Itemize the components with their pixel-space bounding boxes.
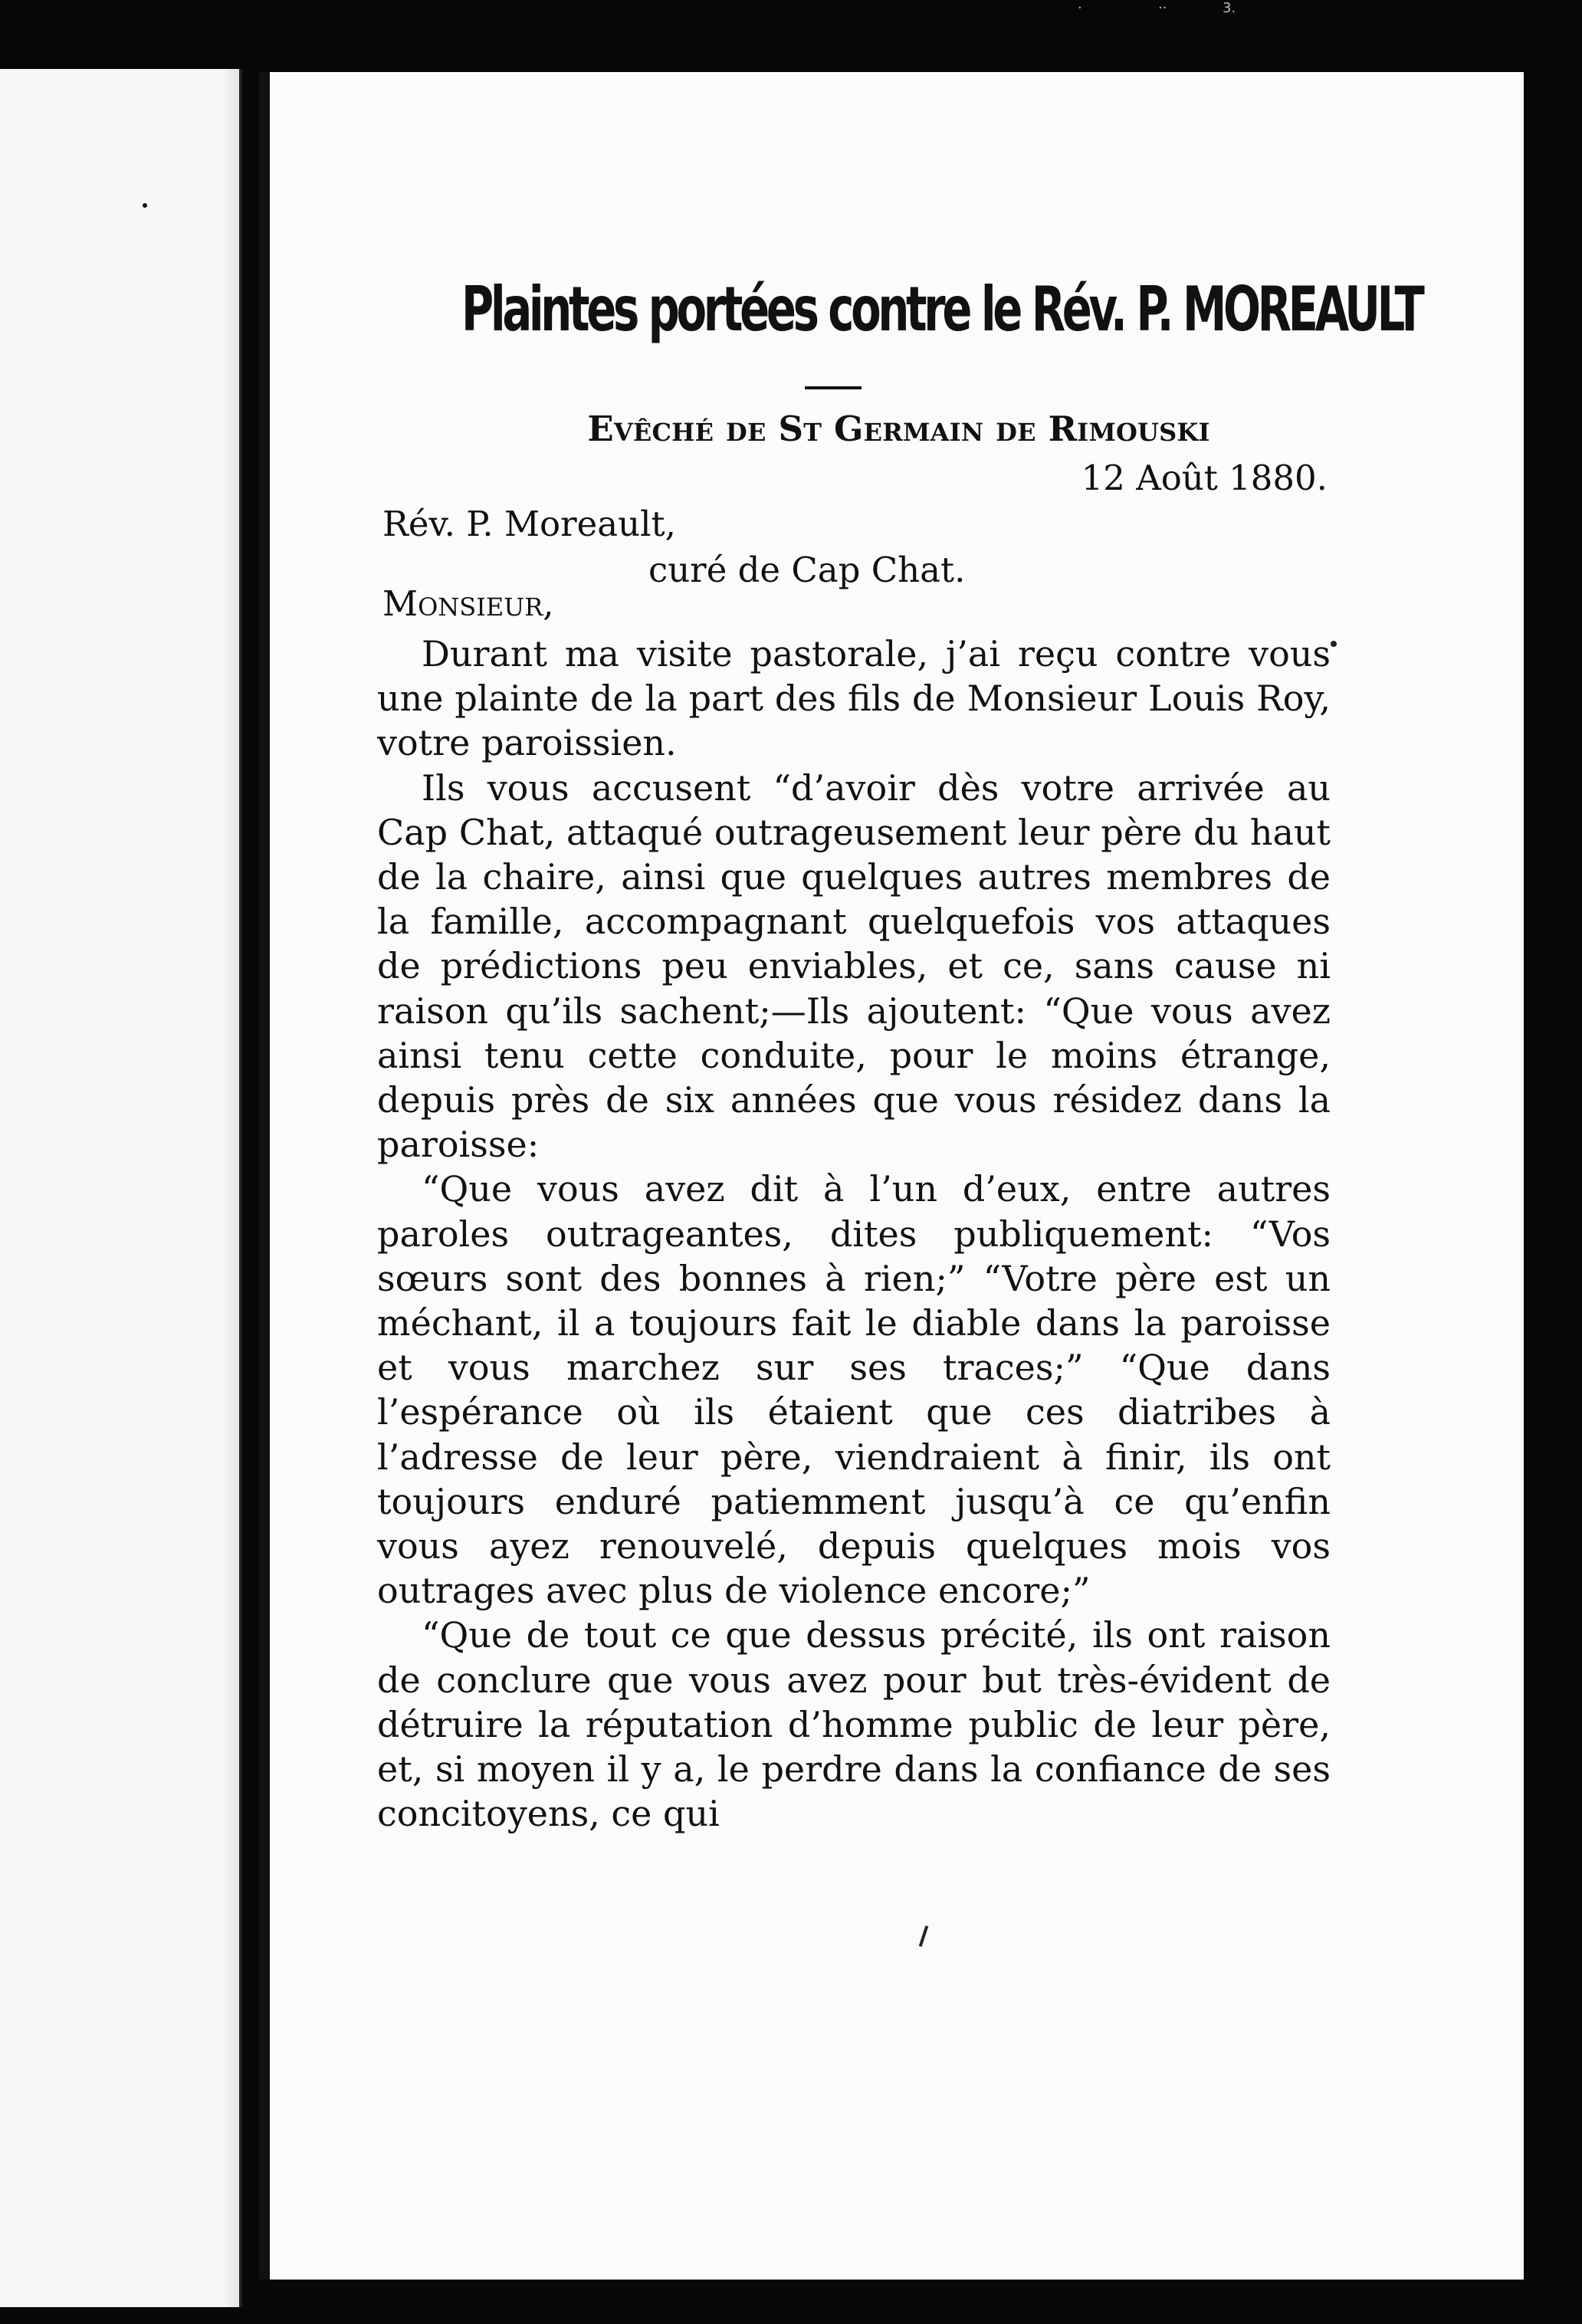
title-rule (805, 386, 862, 389)
page-title: Plaintes portées contre le Rév. P. MOREAULT (461, 274, 1422, 345)
left-page-edge (0, 69, 242, 2307)
top-scan-margin (537, 0, 1236, 37)
left-page-shadow (222, 69, 239, 2307)
paragraph: Durant ma visite pastorale, j’ai reçu contre vous une plainte de la part des fils de Monsieur Louis Roy, votre paroissien. (377, 633, 1331, 764)
letter-body (377, 632, 1331, 1836)
scan-mark-top-middle: ·· (1158, 0, 1167, 16)
page-content (270, 72, 1524, 2280)
paragraph: “Que vous avez dit à l’un d’eux, entre autres paroles outrageantes, dites publiquement: “Vos sœurs sont des bonnes à rien;” “Votre père est un méchant, il a toujours fait le diable dans la paroisse et vous marchez sur ses traces;” “Que dans l’espérance où ils étaient que ces diatribes à l’adresse de leur père, viendraient à finir, ils ont toujours enduré patiemment jusqu’à ce qu’enfin vous ayez renouvelé, depuis quelques mois vos outrages avec plus de violence encore;” (377, 1168, 1331, 1612)
dioceses-heading: Evêché de St Germain de Rimouski (587, 409, 1210, 449)
paragraph: “Que de tout ce que dessus précité, ils ont raison de conclure que vous avez pour but très-évident de détruire la réputation d’homme public de leur père, et, si moyen il y a, le perdre dans la confiance de ses concitoyens, ce qui (377, 1614, 1331, 1835)
left-page-ink-dot (143, 203, 147, 208)
letter-greeting: Monsieur, (382, 583, 554, 624)
scan-mark-top-left: · (1078, 0, 1082, 16)
recipient-role: curé de Cap Chat. (648, 550, 966, 590)
scan-mark-top-right: 3. (1223, 0, 1236, 16)
paragraph: Ils vous accusent “d’avoir dès votre arrivée au Cap Chat, attaqué outrageusement leur père du haut de la chaire, ainsi que quelques autres membres de la famille, accompagnant quelquefois vos attaques de prédictions peu enviables, et ce, sans cause ni raison qu’ils sachent;—Ils ajoutent: “Que vous avez ainsi tenu cette conduite, pour le moins étrange, depuis près de six années que vous résidez dans la paroisse: (377, 766, 1331, 1166)
recipient-name: Rév. P. Moreault, (382, 504, 676, 544)
right-page (259, 72, 1524, 2280)
bottom-page-mark (919, 1925, 928, 1947)
page-dot (1331, 641, 1337, 647)
letter-date: 12 Août 1880. (1081, 458, 1328, 498)
